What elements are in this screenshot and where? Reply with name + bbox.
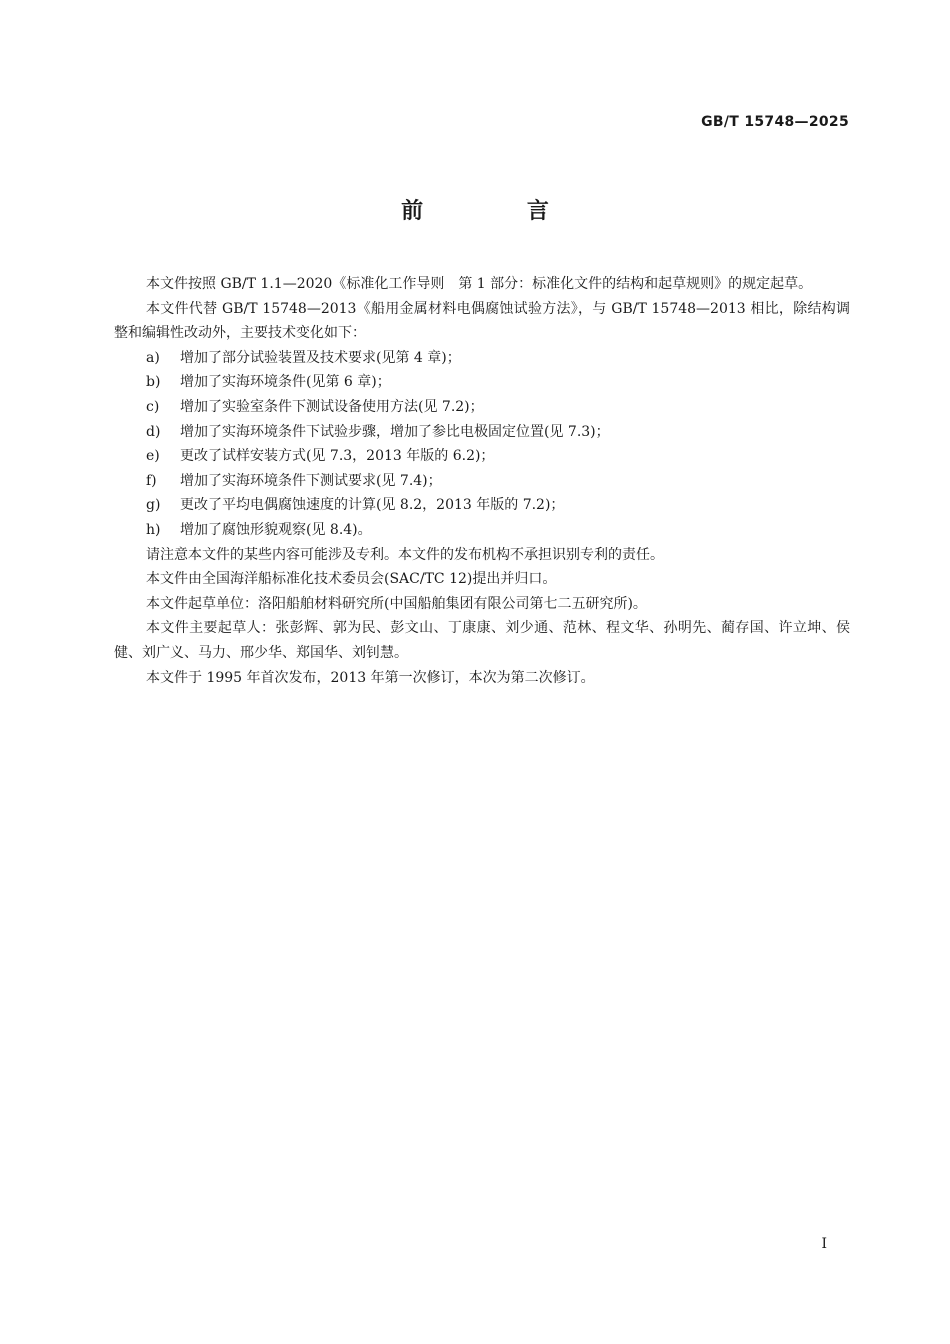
list-marker: f) [146,472,157,489]
paragraph-patent-notice: 请注意本文件的某些内容可能涉及专利。本文件的发布机构不承担识别专利的责任。 [146,546,664,563]
list-marker: a) [146,349,160,366]
list-item [114,469,850,494]
paragraph-drafters: 本文件主要起草人：张彭辉、郭为民、彭文山、丁康康、刘少通、范林、程文华、孙明先、蔺存国、许立坤、侯健、刘广义、马力、邢少华、郑国华、刘钊慧。 [114,620,850,661]
list-item [114,493,850,518]
section-title: 前 言 [401,199,597,224]
list-item-text: 增加了实海环境条件(见第 6 章)； [180,374,391,391]
list-item [114,420,850,445]
list-item-text: 增加了实验室条件下测试设备使用方法(见 7.2)； [180,398,484,415]
list-item-text: 增加了实海环境条件下测试要求(见 7.4)； [180,472,442,489]
paragraph-proposer: 本文件由全国海洋船标准化技术委员会(SAC/TC 12)提出并归口。 [146,571,557,588]
list-marker: g) [146,497,161,514]
list-item-text: 更改了试样安装方式(见 7.3，2013 年版的 6.2)； [180,448,495,465]
paragraph-history: 本文件于 1995 年首次发布，2013 年第一次修订，本次为第二次修订。 [146,669,595,686]
list-item [114,346,850,371]
preface-body [114,272,850,690]
paragraph-drafting-rules: 本文件按照 GB/T 1.1—2020《标准化工作导则 第 1 部分：标准化文件的结构和起草规则》的规定起草。 [146,276,813,292]
list-item [114,370,850,395]
change-list [114,346,850,543]
list-item-text: 增加了实海环境条件下试验步骤，增加了参比电极固定位置(见 7.3)； [180,423,610,440]
list-item-text: 增加了腐蚀形貌观察(见 8.4)。 [180,521,372,538]
list-item [114,395,850,420]
list-item-text: 增加了部分试验装置及技术要求(见第 4 章)； [180,349,461,366]
list-item [114,518,850,543]
list-marker: d) [146,423,161,440]
paragraph-drafting-unit: 本文件起草单位：洛阳船舶材料研究所(中国船舶集团有限公司第七二五研究所)。 [146,595,647,612]
list-marker: b) [146,374,161,391]
paragraph-replacement-notice: 本文件代替 GB/T 15748—2013《船用金属材料电偶腐蚀试验方法》，与 GB/T 15748—2013 相比，除结构调整和编辑性改动外，主要技术变化如下： [114,300,850,342]
list-marker: c) [146,398,160,415]
list-marker: e) [146,448,160,465]
page-number: I [821,1236,827,1252]
list-marker: h) [146,521,161,538]
standard-code: GB/T 15748—2025 [701,114,849,130]
list-item [114,444,850,469]
list-item-text: 更改了平均电偶腐蚀速度的计算(见 8.2，2013 年版的 7.2)； [180,497,565,514]
